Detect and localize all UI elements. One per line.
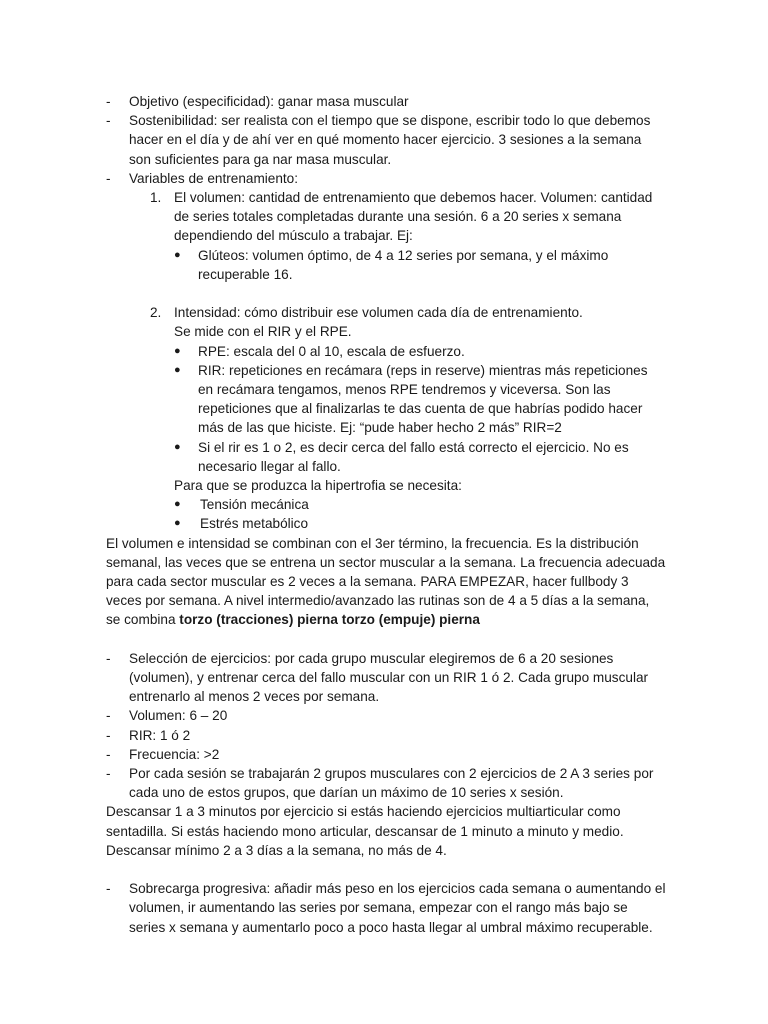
gluteos-text: Glúteos: volumen óptimo, de 4 a 12 series por semana, y el máximo recuperable 16.	[198, 247, 609, 282]
dash-marker: -	[106, 708, 111, 724]
bullet-item-rpe	[106, 342, 666, 361]
numbered-item-intensidad	[106, 303, 666, 322]
dash-marker: -	[106, 746, 111, 762]
objetivo-text: Objetivo (especificidad): ganar masa muscular	[129, 94, 409, 109]
bullet-item-rir-fallo	[106, 438, 666, 476]
rir-fallo-text: Si el rir es 1 o 2, es decir cerca del fallo está correcto el ejercicio. No es necesario llegar al fallo.	[198, 439, 629, 474]
numbered-item-volumen	[106, 188, 666, 246]
dash-marker: -	[106, 727, 111, 743]
list-item-por-sesion	[106, 764, 666, 802]
blank-line	[106, 284, 666, 303]
rir-range-text: RIR: 1 ó 2	[129, 727, 191, 743]
bullet-item-gluteos	[106, 246, 666, 284]
bullet-marker: ●	[174, 344, 181, 357]
blank-line	[106, 860, 666, 879]
bullet-marker: ●	[174, 248, 181, 261]
frecuencia-paragraph	[106, 534, 666, 630]
bullet-item-tension	[106, 495, 666, 514]
rir-text: RIR: repeticiones en recámara (reps in reserve) mientras más repeticiones en recámara tengamos, menos RPE tendremos y viceversa. Son las repeticiones que al finalizarlas te das cuenta de que habrías podido hacer más de las que hiciste. Ej: “pude haber hecho 2 más” RIR=2	[198, 362, 648, 436]
dash-marker: -	[106, 94, 111, 109]
number-marker: 1.	[150, 190, 162, 206]
intensidad-mide-text: Se mide con el RIR y el RPE.	[174, 324, 352, 340]
list-item-sostenibilidad	[106, 111, 666, 169]
descanso-paragraph: Descansar 1 a 3 minutos por ejercicio si estás haciendo ejercicios multiarticular como sentadilla. Si estás haciendo mono articular, descansar de 1 minuto a minuto y medio. Descansar mínimo 2 a 3 días a la semana, no más de 4.	[106, 804, 624, 858]
frecuencia-text: El volumen e intensidad se combinan con el 3er término, la frecuencia. Es la distribución semanal, las veces que se entrena un sector muscular a la semana. La frecuencia adecuada para cada sector muscular es 2 veces a la semana. PARA EMPEZAR, hacer fullbody 3 veces por semana. A nivel intermedio/avanzado las rutinas son de 4 a 5 días a la semana, se combina	[106, 535, 666, 628]
list-item-variables	[106, 169, 666, 188]
list-item-objetivo	[106, 92, 666, 111]
volumen-range-text: Volumen: 6 – 20	[129, 708, 228, 724]
bullet-marker: ●	[174, 440, 181, 453]
bullet-marker: ●	[174, 498, 181, 511]
variables-text: Variables de entrenamiento:	[129, 170, 299, 186]
list-item-rir-range	[106, 726, 666, 745]
dash-marker: -	[106, 650, 111, 666]
list-item-frecuencia-range	[106, 745, 666, 764]
hipertrofia-text: Para que se produzca la hipertrofia se necesita:	[174, 478, 462, 494]
bullet-marker: ●	[174, 517, 181, 530]
list-item-seleccion	[106, 649, 666, 707]
sostenibilidad-text: Sostenibilidad: ser realista con el tiempo que se dispone, escribir todo lo que debemos hacer en el día y de ahí ver en qué momento hacer ejercicio. 3 sesiones a la semana son suficientes para ga nar masa muscular.	[129, 113, 651, 167]
dash-marker: -	[106, 170, 111, 186]
por-sesion-text: Por cada sesión se trabajarán 2 grupos musculares con 2 ejercicios de 2 A 3 series por cada uno de estos grupos, que darían un máximo de 10 series x sesión.	[129, 766, 654, 801]
dash-marker: -	[106, 113, 111, 129]
bullet-item-estres	[106, 514, 666, 533]
seleccion-text: Selección de ejercicios: por cada grupo muscular elegiremos de 6 a 20 sesiones (volumen), y entrenar cerca del fallo muscular con un RIR 1 ó 2. Cada grupo muscular entrenarlo al menos 2 veces por semana.	[129, 650, 649, 705]
estres-text: Estrés metabólico	[200, 516, 309, 532]
list-item-volumen-range	[106, 706, 666, 725]
volumen-text: El volumen: cantidad de entrenamiento que debemos hacer. Volumen: cantidad de series totales completadas durante una sesión. 6 a 20 series x semana dependiendo del músculo a trabajar. Ej:	[174, 190, 653, 244]
tension-text: Tensión mecánica	[200, 497, 309, 513]
rpe-text: RPE: escala del 0 al 10, escala de esfuerzo.	[198, 343, 465, 359]
bullet-marker: ●	[174, 363, 181, 376]
dash-marker: -	[106, 766, 111, 782]
blank-line	[106, 630, 666, 649]
intensidad-text: Intensidad: cómo distribuir ese volumen cada día de entrenamiento.	[174, 305, 583, 321]
number-marker: 2.	[150, 305, 162, 321]
frecuencia-range-text: Frecuencia: >2	[129, 746, 220, 762]
document-body	[106, 92, 666, 937]
sobrecarga-text: Sobrecarga progresiva: añadir más peso en los ejercicios cada semana o aumentando el volumen, ir aumentando las series por semana, empezar con el rango más bajo se series x semana y aumentarlo poco a poco hasta llegar al umbral máximo recuperable.	[129, 881, 666, 935]
bullet-item-rir	[106, 361, 666, 438]
frecuencia-bold-text: torzo (tracciones) pierna torzo (empuje) pierna	[179, 612, 480, 628]
list-item-sobrecarga	[106, 879, 666, 937]
dash-marker: -	[106, 881, 111, 897]
